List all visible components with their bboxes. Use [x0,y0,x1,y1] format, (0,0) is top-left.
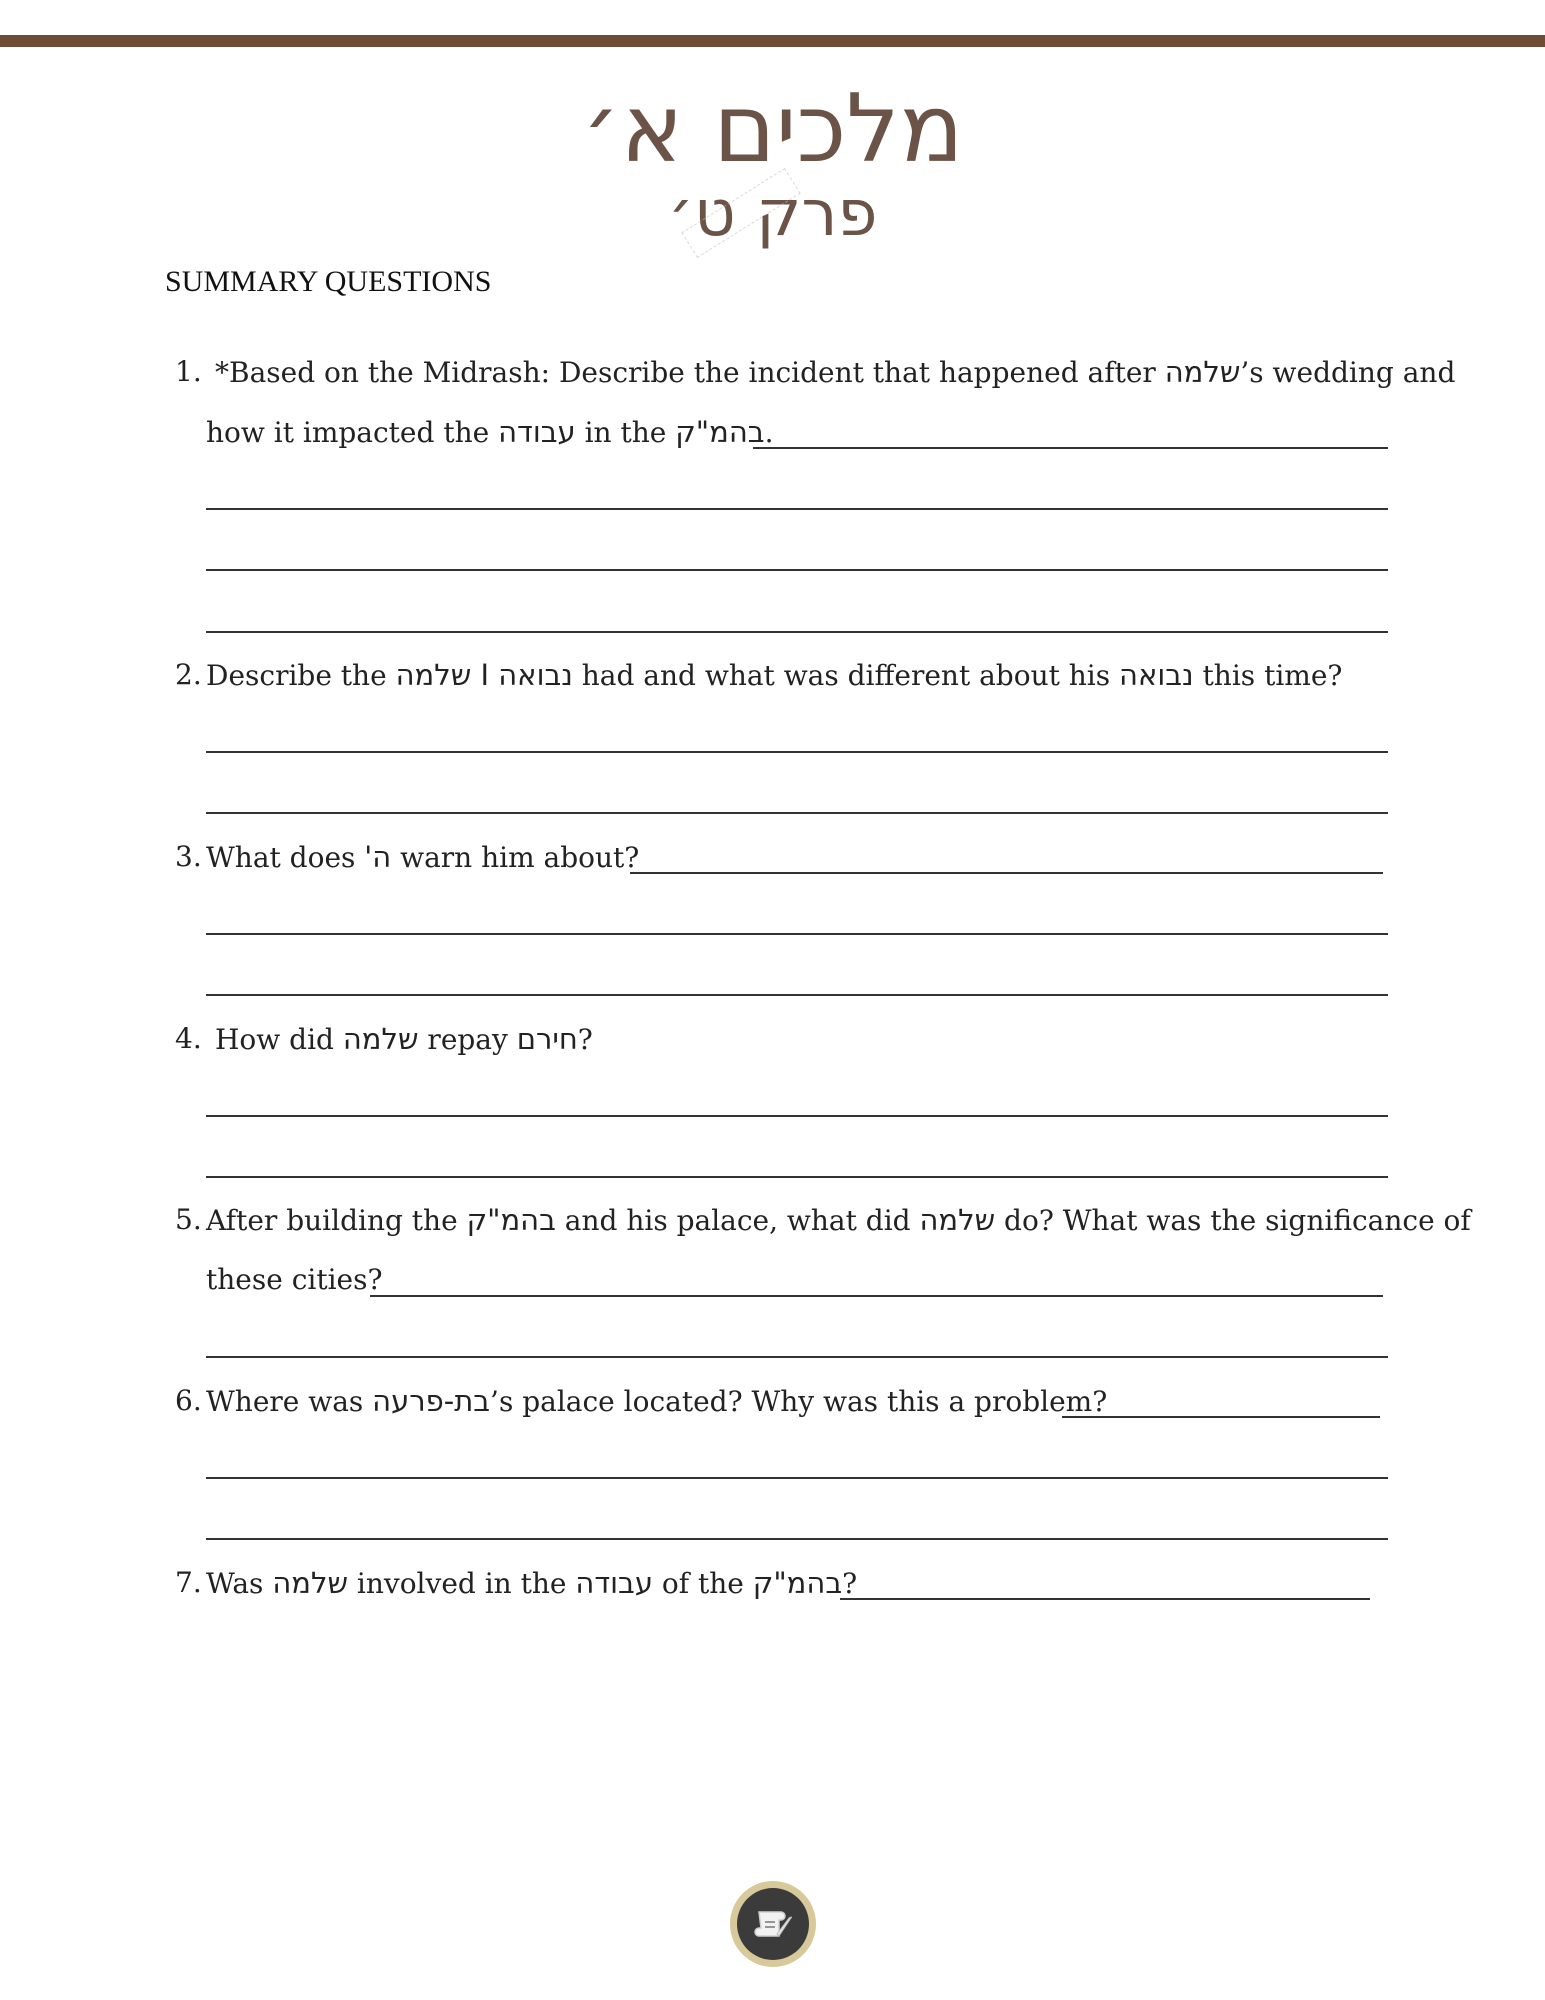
text-segment: Was [206,1567,273,1600]
question-text [206,1384,1107,1418]
question-number: 4. [175,1022,202,1055]
hebrew-term: שלמה [919,1203,996,1237]
text-segment: ? [842,1567,858,1600]
text-segment: this time? [1193,659,1343,692]
text-segment: of the [652,1567,753,1600]
answer-line[interactable] [206,994,1388,996]
hebrew-term: בהמ"ק [752,1566,843,1600]
answer-line[interactable] [630,872,1383,874]
answer-line[interactable] [206,812,1388,814]
text-segment: how it impacted the [206,416,499,449]
hebrew-term: עבודה [498,415,576,449]
text-segment: After building the [206,1204,467,1237]
answer-line[interactable] [206,1176,1388,1178]
section-heading: SUMMARY QUESTIONS [165,265,492,298]
text-segment: How did [215,1023,343,1056]
logo-inner [737,1888,809,1960]
hebrew-term: חירם [516,1022,578,1056]
text-segment: ’s wedding and [1240,356,1456,389]
page-subtitle: פרק ט׳ [667,177,878,251]
text-segment: warn him about? [391,841,640,874]
scroll-icon [749,1900,797,1948]
hebrew-term: שלמה [1164,355,1241,389]
answer-line[interactable] [1062,1416,1380,1418]
question-3 [0,840,1545,880]
question-2 [0,658,1545,698]
text-segment: had and what was different about his [572,659,1120,692]
answer-line[interactable] [206,631,1388,633]
text-segment: What does [206,841,365,874]
question-text [206,1566,857,1600]
text-segment: involved in the [347,1567,576,1600]
hebrew-term: נבואה I שלמה [395,658,573,692]
hebrew-term: עבודה [575,1566,653,1600]
question-number: 5. [175,1203,202,1236]
question-number: 3. [175,840,202,873]
text-segment: Describe the [206,659,396,692]
hebrew-term: שלמה [272,1566,348,1600]
text-segment: . [764,416,774,449]
question-6 [0,1384,1545,1424]
scroll-quill-logo-icon [730,1881,816,1967]
question-number: 6. [175,1384,202,1417]
hebrew-term: בהמ"ק [466,1203,556,1237]
text-segment: Where was [206,1385,373,1418]
answer-line[interactable] [206,508,1388,510]
text-segment: and his palace, what did [555,1204,920,1237]
question-5 [0,1203,1545,1243]
text-segment: repay [418,1023,517,1056]
answer-line[interactable] [370,1295,1383,1297]
answer-line[interactable] [206,751,1388,753]
question-number: 7. [175,1566,202,1599]
question-4 [0,1022,1545,1062]
question-1 [0,355,1545,395]
answer-line[interactable] [206,1356,1388,1358]
question-text [215,1022,593,1056]
text-segment: ’s palace located? Why was this a problem? [490,1385,1108,1418]
question-text: these cities? [206,1263,383,1296]
hebrew-term: ה' [364,840,392,874]
answer-line[interactable] [206,1538,1388,1540]
answer-line[interactable] [206,569,1388,571]
answer-line[interactable] [753,447,1388,449]
question-text [206,658,1342,692]
hebrew-term: שלמה [342,1022,419,1056]
text-segment: do? What was the significance of [995,1204,1471,1237]
answer-line[interactable] [206,933,1388,935]
page-title: מלכים א׳ [581,75,964,184]
text-segment: ? [577,1023,593,1056]
question-text [206,840,639,874]
text-segment: *Based on the Midrash: Describe the incident that happened after [215,356,1165,389]
answer-line[interactable] [206,1115,1388,1117]
question-5-line-2 [0,1263,1545,1303]
question-7 [0,1566,1545,1606]
question-text [206,1203,1471,1237]
hebrew-term: בהמ"ק [675,415,765,449]
question-text [206,415,773,449]
answer-line[interactable] [206,1477,1388,1479]
question-number: 1. [175,355,202,388]
hebrew-term: בת-פרעה [372,1384,491,1418]
question-number: 2. [175,658,202,691]
answer-line[interactable] [840,1598,1370,1600]
hebrew-term: נבואה [1119,658,1194,692]
text-segment: in the [575,416,676,449]
question-1-line-2 [0,415,1545,455]
top-decorative-bar [0,35,1545,47]
question-text [215,355,1455,389]
